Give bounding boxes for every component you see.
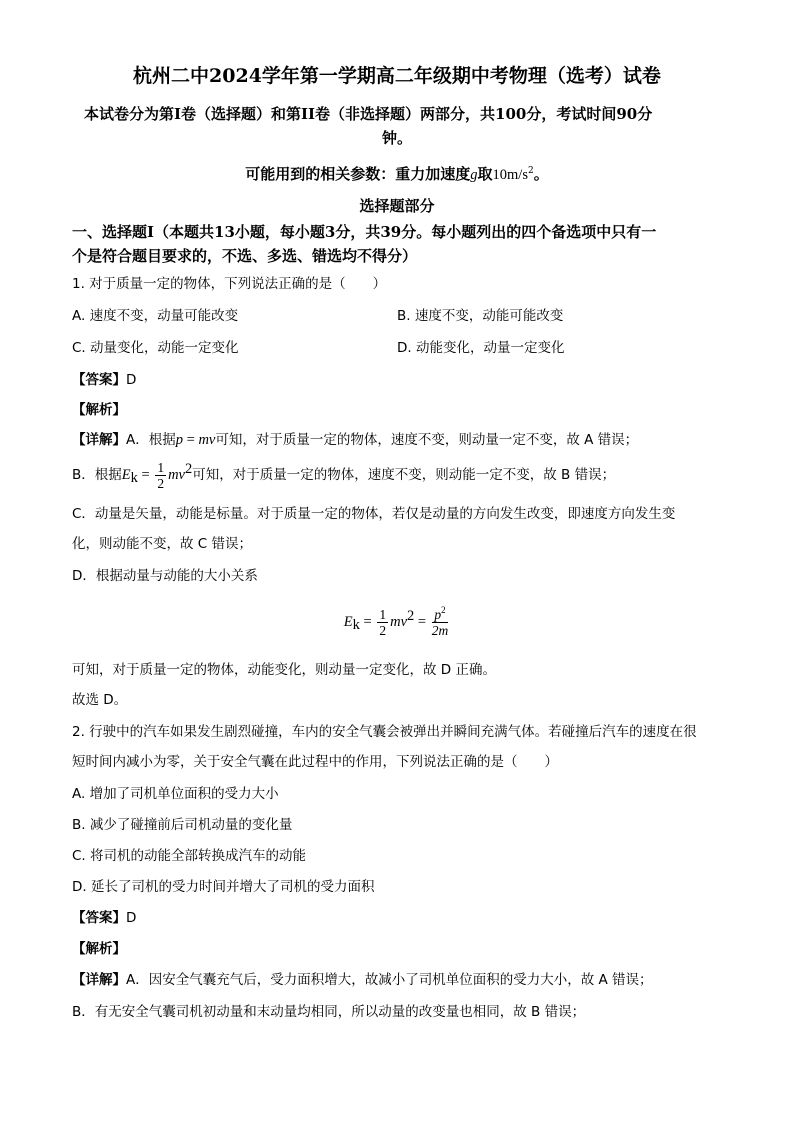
f-fraction1 bbox=[377, 607, 388, 638]
q1-detail-c-line2: 化，则动能不变，故 C 错误； bbox=[72, 536, 253, 552]
q2-option-b: B. 减少了碰撞前后司机动量的变化量 bbox=[72, 817, 293, 833]
q2-option-c: C. 将司机的动能全部转换成汽车的动能 bbox=[72, 848, 307, 864]
q1-detail-tag: 【详解】 bbox=[72, 432, 126, 448]
q1-b-fraction-num: 1 bbox=[157, 459, 165, 475]
f-fraction2-num bbox=[432, 604, 447, 623]
params-value: 10m/s bbox=[492, 167, 528, 183]
q1-b-exp: 2 bbox=[184, 461, 193, 477]
q1-analysis-tag: 【解析】 bbox=[72, 402, 126, 418]
q1-option-a: A. 速度不变，动量可能改变 bbox=[72, 308, 239, 324]
f-fraction1-den: 2 bbox=[379, 622, 387, 638]
params-line bbox=[0, 164, 794, 185]
f-fraction2 bbox=[431, 604, 449, 638]
f-ek-sub: k bbox=[352, 617, 360, 633]
params-mid: 取 bbox=[477, 165, 493, 183]
q2-a-text: A．因安全气囊充气后，受力面积增大，故减小了司机单位面积的受力大小，故 A 错误； bbox=[126, 972, 653, 988]
q1-b-ek: E bbox=[121, 467, 131, 483]
q1-option-b: B. 速度不变，动能可能改变 bbox=[397, 308, 564, 324]
q1-a-prefix: A．根据 bbox=[126, 432, 176, 448]
q1-detail-a bbox=[72, 430, 638, 450]
q1-a-formula-mv: mv bbox=[198, 432, 216, 448]
q1-answer-tag: 【答案】 bbox=[72, 372, 126, 388]
f-eq1: = bbox=[359, 614, 376, 630]
params-g-symbol: g bbox=[470, 167, 478, 183]
q2-stem-line1: 2. 行驶中的汽车如果发生剧烈碰撞，车内的安全气囊会被弹出并瞬间充满气体。若碰撞后汽车的速度在很 bbox=[72, 724, 697, 740]
q2-answer bbox=[72, 908, 136, 928]
params-prefix: 可能用到的相关参数：重力加速度 bbox=[245, 165, 471, 183]
q1-b-prefix: B．根据 bbox=[72, 467, 122, 483]
f-mv: mv bbox=[390, 614, 408, 630]
part1-heading-line2: 个是符合题目要求的，不选、多选、错选均不得分） bbox=[72, 247, 418, 265]
q1-detail-b bbox=[72, 458, 615, 492]
q1-option-d: D. 动能变化，动量一定变化 bbox=[397, 340, 565, 356]
exam-intro-line1: 本试卷分为第I卷（选择题）和第II卷（非选择题）两部分，共100分，考试时间90分 bbox=[84, 105, 653, 123]
q1-option-c: C. 动量变化，动能一定变化 bbox=[72, 340, 239, 356]
q1-b-fraction bbox=[155, 460, 166, 491]
q1-energy-formula bbox=[0, 600, 794, 644]
q2-option-d: D. 延长了司机的受力时间并增大了司机的受力面积 bbox=[72, 879, 375, 895]
q1-detail-c-line1: C．动量是矢量，动能是标量。对于质量一定的物体，若仅是动量的方向发生改变，即速度方向发生变 bbox=[72, 506, 676, 522]
q2-answer-value: D bbox=[126, 910, 137, 926]
f-ek: E bbox=[343, 614, 353, 630]
part1-heading-line1: 一、选择题I（本题共13小题，每小题3分，共39分。每小题列出的四个备选项中只有一 bbox=[72, 223, 657, 241]
q1-detail-d-line1: D．根据动量与动能的大小关系 bbox=[72, 568, 258, 584]
exam-intro-line2: 钟。 bbox=[381, 129, 412, 147]
q1-b-fraction-den: 2 bbox=[157, 475, 165, 491]
q2-stem-line2: 短时间内减小为零，关于安全气囊在此过程中的作用，下列说法正确的是（ ） bbox=[72, 754, 558, 770]
q2-analysis-tag: 【解析】 bbox=[72, 941, 126, 957]
q1-detail-d-line2: 可知，对于质量一定的物体，动能变化，则动量一定变化，故 D 正确。 bbox=[72, 662, 496, 678]
params-exponent: 2 bbox=[527, 166, 534, 176]
q2-detail-a bbox=[72, 970, 653, 990]
q1-a-suffix: 可知，对于质量一定的物体，速度不变，则动量一定不变，故 A 错误； bbox=[215, 432, 639, 448]
exam-title: 杭州二中2024学年第一学期高二年级期中考物理（选考）试卷 bbox=[133, 65, 661, 87]
q1-b-eq: = bbox=[137, 467, 154, 483]
f-fraction2-den: 2m bbox=[431, 622, 449, 638]
f-eq2: = bbox=[414, 614, 430, 630]
q1-a-formula-p: p bbox=[175, 432, 183, 448]
q1-a-formula-eq: = bbox=[183, 432, 199, 448]
q2-answer-tag: 【答案】 bbox=[72, 910, 126, 926]
f-exp1: 2 bbox=[407, 608, 415, 624]
section-label: 选择题部分 bbox=[359, 197, 435, 215]
q2-detail-b: B．有无安全气囊司机初动量和末动量均相同，所以动量的改变量也相同，故 B 错误； bbox=[72, 1004, 586, 1020]
params-end: 。 bbox=[533, 165, 549, 183]
q2-detail-tag: 【详解】 bbox=[72, 972, 126, 988]
f-fraction1-num: 1 bbox=[379, 606, 387, 622]
q1-answer bbox=[72, 370, 136, 390]
q1-answer-value: D bbox=[126, 372, 137, 388]
q2-option-a: A. 增加了司机单位面积的受力大小 bbox=[72, 786, 279, 802]
q1-b-mv: mv bbox=[168, 467, 185, 483]
q1-b-ek-sub: k bbox=[130, 470, 138, 486]
f-fraction2-p: p bbox=[434, 606, 442, 622]
q1-conclusion: 故选 D。 bbox=[72, 692, 128, 708]
q1-stem: 1. 对于质量一定的物体，下列说法正确的是（ ） bbox=[72, 276, 387, 292]
f-fraction2-exp: 2 bbox=[441, 604, 446, 615]
q1-b-suffix: 可知，对于质量一定的物体，速度不变，则动能一定不变，故 B 错误； bbox=[192, 467, 616, 483]
